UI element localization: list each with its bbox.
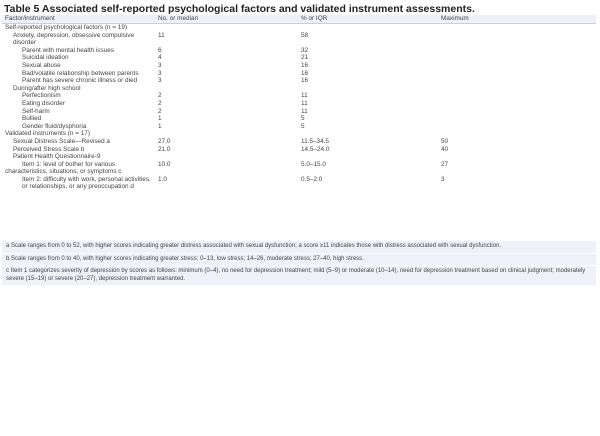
- cell-number: [155, 153, 298, 161]
- cell-maximum: [438, 123, 596, 131]
- cell-number: [155, 24, 298, 32]
- cell-maximum: [438, 62, 596, 70]
- cell-percent: 16: [301, 69, 309, 77]
- row-label: Sexual Distress Scale—Revised a: [13, 137, 110, 145]
- cell-percent: 5: [301, 122, 305, 130]
- cell-number: [155, 85, 298, 93]
- cell-percent: 11: [301, 107, 308, 115]
- row-label: Suicidal ideation: [22, 54, 69, 62]
- cell-maximum: 3: [441, 175, 445, 183]
- row-label: Self-reported psychological factors (n = 19): [5, 24, 128, 31]
- cell-percent: 5.0–15.0: [301, 160, 326, 168]
- cell-percent: [298, 24, 438, 32]
- cell-percent: 58: [301, 31, 309, 39]
- row-label: Sexual abuse: [22, 61, 61, 69]
- cell-percent: [298, 85, 438, 93]
- table-row: [2, 24, 596, 32]
- row-label: Item 1: level of bother for various: [22, 160, 116, 168]
- row-label: Eating disorder: [22, 99, 65, 107]
- column-header: Factor/instrument: [2, 15, 155, 24]
- cell-maximum: [438, 47, 596, 55]
- row-label: characteristics, situations, or symptoms c: [5, 168, 122, 176]
- cell-maximum: [438, 153, 596, 161]
- row-label: During/after high school: [13, 84, 81, 92]
- row-label: Patient Health Questionnaire-9: [13, 153, 101, 161]
- cell-maximum: [438, 130, 596, 138]
- column-header: No. or median: [155, 15, 298, 24]
- footnote: c Item 1 categorizes severity of depression by scores as follows: minimum (0–4), no need for depression treatment; mild (5–9) or moderate (10–14), need for depression treatment based on clinical judgment; moderately severe (15–19) or severe (20–27), depression treatment warranted.: [2, 266, 596, 285]
- table-row: [2, 100, 596, 108]
- cell-number: 3: [158, 61, 162, 69]
- table-row: [2, 168, 596, 176]
- data-table: [2, 15, 596, 191]
- cell-number: 1: [158, 122, 162, 130]
- table-footnotes: [2, 241, 596, 286]
- cell-maximum: [438, 70, 596, 78]
- row-label: Perceived Stress Scale b: [13, 145, 85, 153]
- row-label: Parent with mental health issues: [22, 46, 115, 54]
- table-row: [2, 161, 596, 169]
- row-label: Perfectionism: [22, 92, 61, 100]
- table-row: [2, 92, 596, 100]
- column-header: % or IQR: [298, 15, 438, 24]
- table-row: [2, 62, 596, 70]
- cell-number: 6: [158, 46, 162, 54]
- cell-maximum: [438, 32, 596, 47]
- cell-number: 2: [158, 107, 162, 115]
- table-row: [2, 115, 596, 123]
- table-row: [2, 123, 596, 131]
- cell-number: 3: [158, 77, 162, 85]
- cell-percent: 32: [301, 46, 309, 54]
- row-label: Anxiety, depression, obsessive compulsive disorder: [13, 31, 135, 47]
- row-label: Gender fluid/dysphoria: [22, 122, 87, 130]
- cell-maximum: [438, 168, 596, 176]
- cell-number: 21.0: [158, 145, 171, 153]
- row-label: Bullied: [22, 115, 42, 123]
- cell-number: 27.0: [158, 137, 171, 145]
- cell-number: 3: [158, 69, 162, 77]
- cell-number: 11: [158, 31, 165, 39]
- cell-number: 1: [158, 115, 162, 123]
- footnote: b Scale ranges from 0 to 40, with higher scores indicating greater stress: 0–13, low stress; 14–26, moderate stress; 27–40, high stress.: [2, 254, 596, 266]
- table-row: [2, 70, 596, 78]
- cell-maximum: 50: [441, 137, 449, 145]
- cell-number: [155, 130, 298, 138]
- cell-maximum: [438, 85, 596, 93]
- cell-percent: 21: [301, 54, 309, 62]
- column-header: Maximum: [438, 15, 596, 24]
- cell-number: [155, 168, 298, 176]
- cell-maximum: [438, 24, 596, 32]
- cell-percent: [298, 130, 438, 138]
- cell-number: 1.0: [158, 175, 167, 183]
- row-label: Item 2: difficulty with work, personal activities, or relationships, or any preoccupation d: [22, 175, 151, 191]
- cell-percent: 5: [301, 115, 305, 123]
- table-row: [2, 47, 596, 55]
- cell-percent: 11: [301, 92, 308, 100]
- table-title: Table 5 Associated self-reported psychological factors and validated instrument assessments.: [4, 3, 475, 15]
- cell-number: 2: [158, 99, 162, 107]
- footnote: a Scale ranges from 0 to 52, with higher scores indicating greater distress associated with sexual dysfunction; a score ≥11 indicates those with distress associated with sexual dysfunction.: [2, 241, 596, 253]
- table-row: [2, 153, 596, 161]
- cell-percent: 16: [301, 77, 309, 85]
- cell-percent: 11: [301, 99, 308, 107]
- table-row: [2, 32, 596, 47]
- cell-maximum: 40: [441, 145, 449, 153]
- cell-maximum: [438, 77, 596, 85]
- cell-percent: [298, 153, 438, 161]
- cell-number: 4: [158, 54, 162, 62]
- row-label: Self-harm: [22, 107, 50, 115]
- table-row: [2, 54, 596, 62]
- cell-maximum: [438, 115, 596, 123]
- row-label: Parent has severe chronic illness or died: [22, 77, 138, 85]
- cell-maximum: [438, 100, 596, 108]
- table-row: [2, 77, 596, 85]
- cell-percent: 11.5–34.5: [301, 137, 329, 145]
- table-header-row: [2, 15, 596, 24]
- table-row: [2, 176, 596, 191]
- cell-maximum: 27: [441, 160, 449, 168]
- table-body: [2, 24, 596, 192]
- row-label: Bad/volatile relationship between parents: [22, 69, 139, 77]
- table-row: [2, 108, 596, 116]
- cell-maximum: [438, 108, 596, 116]
- table-row: [2, 130, 596, 138]
- table-row: [2, 146, 596, 154]
- cell-maximum: [438, 92, 596, 100]
- cell-maximum: [438, 54, 596, 62]
- cell-percent: [298, 168, 438, 176]
- cell-percent: 16: [301, 61, 309, 69]
- cell-percent: 0.5–2.0: [301, 175, 323, 183]
- cell-percent: 14.5–24.0: [301, 145, 330, 153]
- cell-number: 2: [158, 92, 162, 100]
- cell-number: 10.0: [158, 160, 171, 168]
- table-row: [2, 138, 596, 146]
- row-label: Validated instruments (n = 17): [5, 130, 90, 138]
- table-row: [2, 85, 596, 93]
